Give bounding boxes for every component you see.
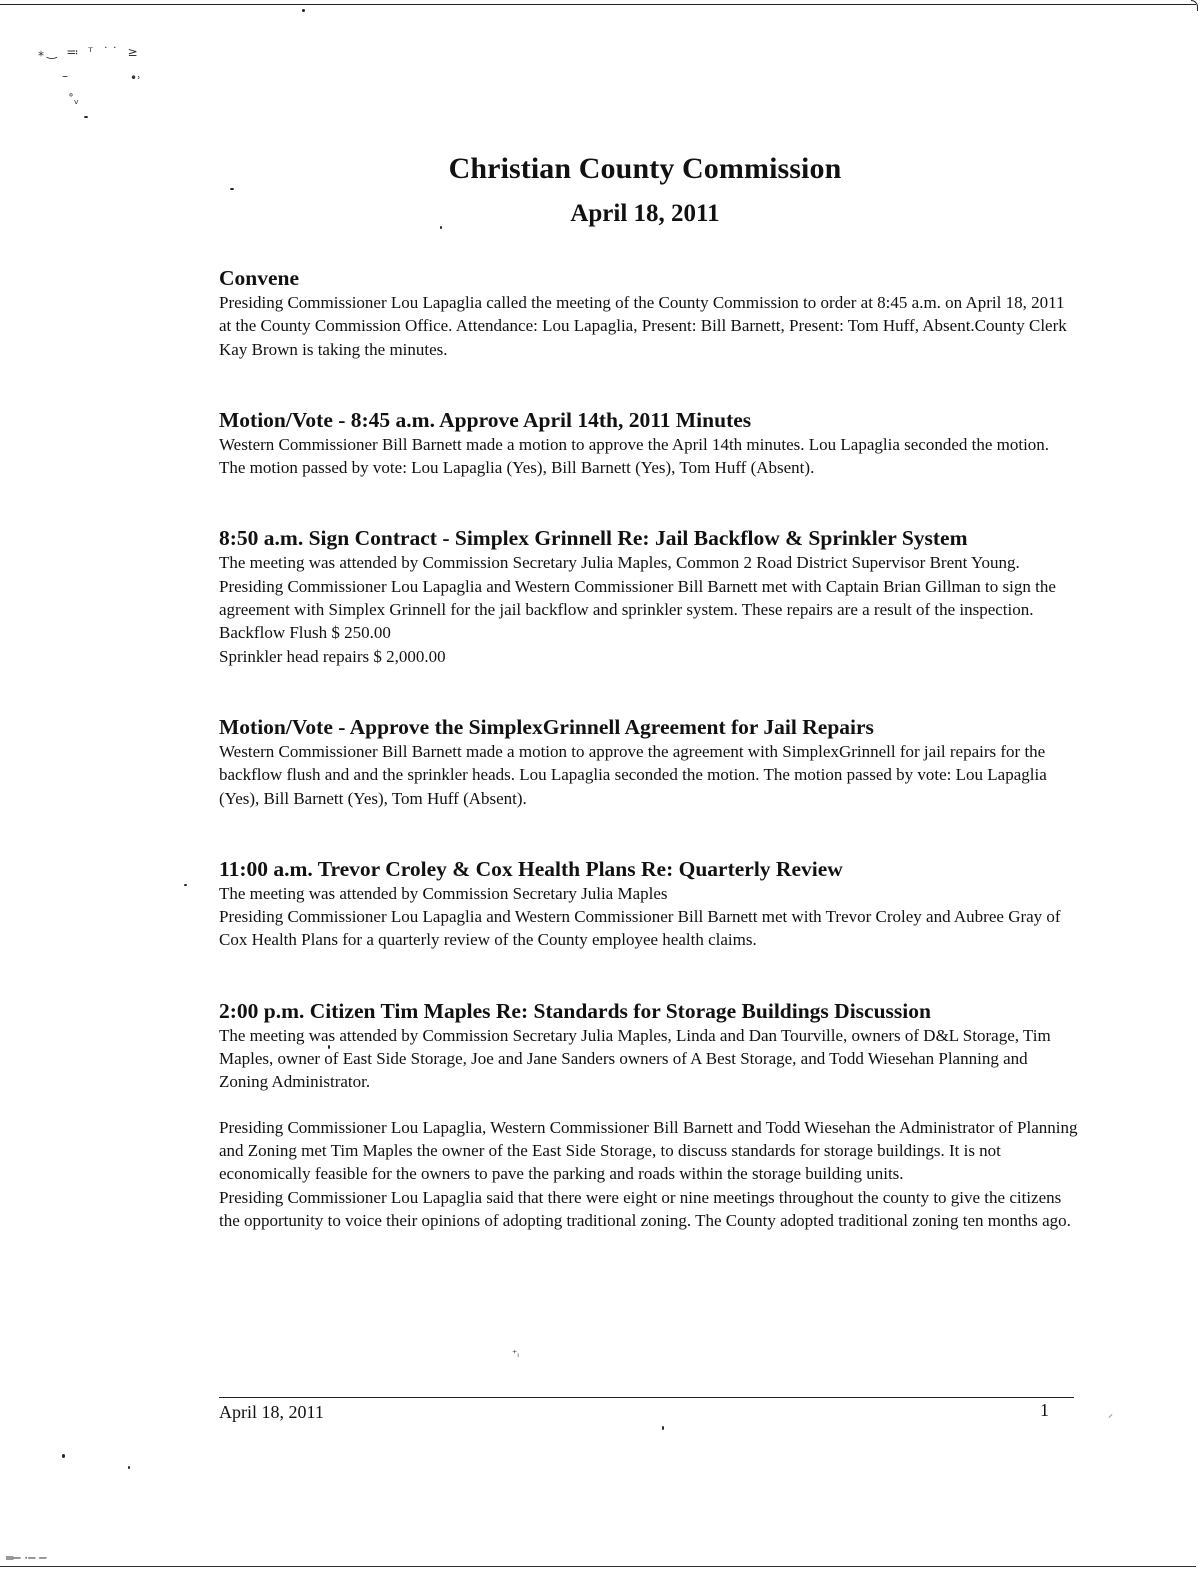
- section-paragraph: The meeting was attended by Commission Secretary Julia Maples, Linda and Dan Tourville, owners of D&L Storage, Tim Maples, owner of East Side Storage, Joe and Jane Sanders owners of A Best Storage, and Todd Wiesehan Planning and Zoning Administrator.: [219, 1025, 1051, 1092]
- scan-edge-corner: [1191, 0, 1198, 11]
- section-heading: 11:00 a.m. Trevor Croley & Cox Health Plans Re: Quarterly Review: [219, 856, 843, 881]
- scan-noise-mark: •˒: [130, 71, 141, 85]
- section-heading: 2:00 p.m. Citizen Tim Maples Re: Standards for Storage Buildings Discussion: [219, 998, 931, 1023]
- scan-noise-mark: ⸝: [1108, 1409, 1113, 1420]
- section-convene: [219, 265, 1079, 361]
- section-sign-contract: [219, 525, 1079, 667]
- scan-noise-speck: [184, 884, 187, 886]
- section-paragraph: Presiding Commissioner Lou Lapaglia said that there were eight or nine meetings throughout the county to give the citizens the opportunity to voice their opinions of adopting traditional zoning. The County adopted traditional zoning ten months ago.: [219, 1187, 1071, 1230]
- page-number: 1: [1040, 1400, 1049, 1420]
- scan-noise-speck: [84, 116, 88, 118]
- section-heading: 8:50 a.m. Sign Contract - Simplex Grinnell Re: Jail Backflow & Sprinkler System: [219, 526, 968, 551]
- scan-noise-speck: [230, 188, 234, 190]
- scan-noise-speck: [62, 1454, 65, 1458]
- section-motion-approve-minutes: [219, 407, 1079, 480]
- scan-edge-bottom: [0, 1566, 1196, 1567]
- scan-noise-mark: ⁎‿ ≕ ᵀ ˙˙ ≥: [38, 45, 141, 59]
- section-paragraph: The meeting was attended by Commission Secretary Julia Maples, Common 2 Road District Supervisor Brent Young.: [219, 553, 1020, 573]
- scan-noise-mark: ⁺ᵢ: [512, 1349, 520, 1360]
- section-paragraph: Presiding Commissioner Lou Lapaglia and Western Commissioner Bill Barnett met with Trevor Croley and Aubree Gray of Cox Health Plans for a quarterly review of the County employee health claims.: [219, 907, 1061, 950]
- section-paragraph: Presiding Commissioner Lou Lapaglia, Western Commissioner Bill Barnett and Todd Wiesehan the Administrator of Planning and Zoning met Tim Maples the owner of the East Side Storage, to discuss standards for storage buildings. It is not economically feasible for the owners to pave the parking and roads within the storage building units.: [219, 1117, 1078, 1184]
- scan-noise-mark: ˚ᵥ: [68, 93, 80, 107]
- document-date: April 18, 2011: [570, 200, 720, 227]
- section-heading: Motion/Vote - Approve the SimplexGrinnell Agreement for Jail Repairs: [219, 714, 874, 739]
- section-motion-approve-agreement: [219, 714, 1079, 810]
- scan-edge-top: [0, 4, 1196, 5]
- document-title: Christian County Commission: [448, 152, 842, 185]
- section-heading: Motion/Vote - 8:45 a.m. Approve April 14th, 2011 Minutes: [219, 407, 752, 432]
- section-paragraph: Presiding Commissioner Lou Lapaglia and Western Commissioner Bill Barnett met with Captain Brian Gillman to sign the agreement with Simplex Grinnell for the jail backflow and sprinkler system. These repairs are a result of the inspection.: [219, 576, 1056, 620]
- section-paragraph: Presiding Commissioner Lou Lapaglia called the meeting of the County Commission to order at 8:45 a.m. on April 18, 2011 at the County Commission Office. Attendance: Lou Lapaglia, Present: Bill Barnett, Present: Tom Huff, Absent.County Clerk Kay Brown is taking the minutes.: [219, 293, 1067, 359]
- section-paragraph: Western Commissioner Bill Barnett made a motion to approve the April 14th minutes. Lou Lapaglia seconded the motion. The motion passed by vote: Lou Lapaglia (Yes), Bill Barnett (Yes), Tom Huff (Absent).: [219, 434, 1050, 478]
- scan-noise-speck: [662, 1426, 664, 1430]
- section-paragraph: The meeting was attended by Commission Secretary Julia Maples: [219, 883, 668, 903]
- scan-noise-speck: [302, 9, 305, 12]
- footer-date: April 18, 2011: [219, 1402, 324, 1422]
- scan-noise-speck: [128, 1466, 130, 1469]
- footer-divider: [219, 1397, 1074, 1398]
- section-storage-standards: [219, 998, 1079, 1232]
- section-quarterly-review: [219, 856, 1079, 952]
- cost-line-item: Backflow Flush $ 250.00: [219, 623, 391, 643]
- section-paragraph: Western Commissioner Bill Barnett made a motion to approve the agreement with SimplexGrinnell for jail repairs for the backflow flush and and the sprinkler heads. Lou Lapaglia seconded the motion. The motion passed by vote: Lou Lapaglia (Yes), Bill Barnett (Yes), Tom Huff (Absent).: [219, 741, 1047, 808]
- scan-noise-mark: ═─ ·─ ─: [6, 1551, 47, 1565]
- minutes-body: [219, 265, 1079, 1232]
- scan-noise-mark: –: [62, 69, 68, 83]
- section-heading: Convene: [219, 266, 300, 290]
- cost-line-item: Sprinkler head repairs $ 2,000.00: [219, 646, 446, 666]
